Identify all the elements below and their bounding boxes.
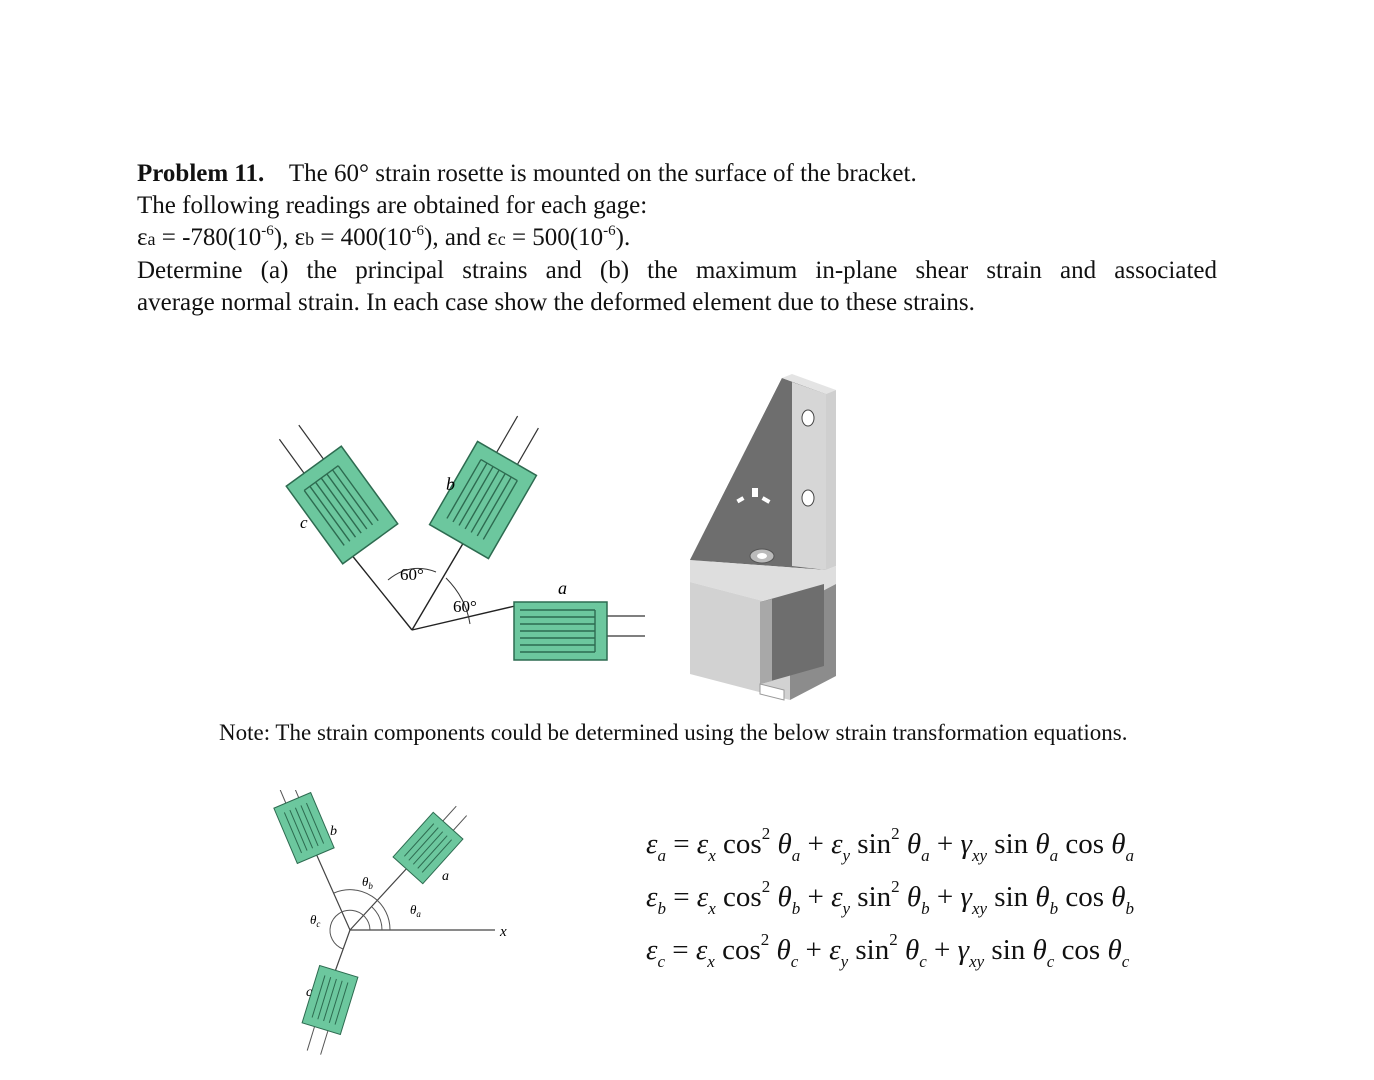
rosette-diagram (270, 410, 670, 670)
task-line-1: Determine (a) the principal strains and (b) the maximum in-plane shear strain and associated (137, 257, 1217, 284)
theta-c-label: $\theta_c$ (310, 912, 321, 929)
equation-b: $\varepsilon_b = \varepsilon_x$ $\cos^2 \theta_b + \varepsilon_y$ $\sin^2 \theta_b + \gamma_{xy}$ $\sin \theta_b$ $\cos \theta_b$ (646, 877, 1135, 918)
gage-a (514, 602, 645, 660)
note-text: Note: The strain components could be determined using the below strain transformation equations. (219, 720, 1128, 745)
task-line-2: average normal strain. In each case show the deformed element due to these strains. (137, 289, 975, 316)
small-label-b: b (330, 824, 337, 839)
strain-equations (646, 824, 1206, 987)
gage-a-small (393, 797, 476, 883)
strain-readings: $\varepsilon a = -780(10^{-6})$, $\varepsilon b = 400(10^{-6})$, and $\varepsilon c = 500(10^{-6})$. (137, 223, 631, 251)
general-rosette-diagram (270, 790, 520, 1060)
channel-inner-wall (760, 599, 772, 684)
gage-b-small (270, 790, 334, 863)
problem-line-1 (137, 158, 1217, 190)
bolt-hole-middle (802, 490, 814, 506)
label-b: b (446, 474, 455, 494)
gage-c-small (295, 965, 358, 1058)
gage-c (270, 412, 398, 564)
angle-label-1: 60° (400, 565, 424, 584)
label-x: x (500, 924, 507, 940)
equation-c: $\varepsilon_c = \varepsilon_x$ $\cos^2 \theta_c + \varepsilon_y$ $\sin^2 \theta_c + \gamma_{xy}$ $\sin \theta_c$ $\cos \theta_c$ (646, 930, 1130, 971)
problem-statement (137, 158, 1217, 319)
problem-title: Problem 11. (137, 160, 265, 187)
theta-a-arc (372, 907, 382, 930)
equation-a: $\varepsilon_a = \varepsilon_x$ $\cos^2 \theta_a + \varepsilon_y$ $\sin^2 \theta_a + \gamma_{xy}$ $\sin \theta_a$ $\cos \theta_a$ (646, 824, 1135, 865)
label-a: a (558, 578, 567, 598)
bracket-web-side (826, 390, 836, 570)
theta-a-label: $\theta_a$ (410, 902, 421, 919)
bolt-hole-top (802, 410, 814, 426)
label-c: c (300, 513, 308, 532)
bracket-illustration (680, 370, 850, 710)
bolt-hole-flange-inner (757, 553, 767, 559)
small-label-a: a (442, 869, 449, 884)
small-label-c: c (306, 985, 313, 1000)
problem-intro: The 60° strain rosette is mounted on the surface of the bracket. (288, 160, 917, 187)
theta-b-label: $\theta_b$ (362, 874, 373, 891)
angle-label-2: 60° (453, 597, 477, 616)
problem-line-2: The following readings are obtained for each gage: (137, 192, 648, 219)
